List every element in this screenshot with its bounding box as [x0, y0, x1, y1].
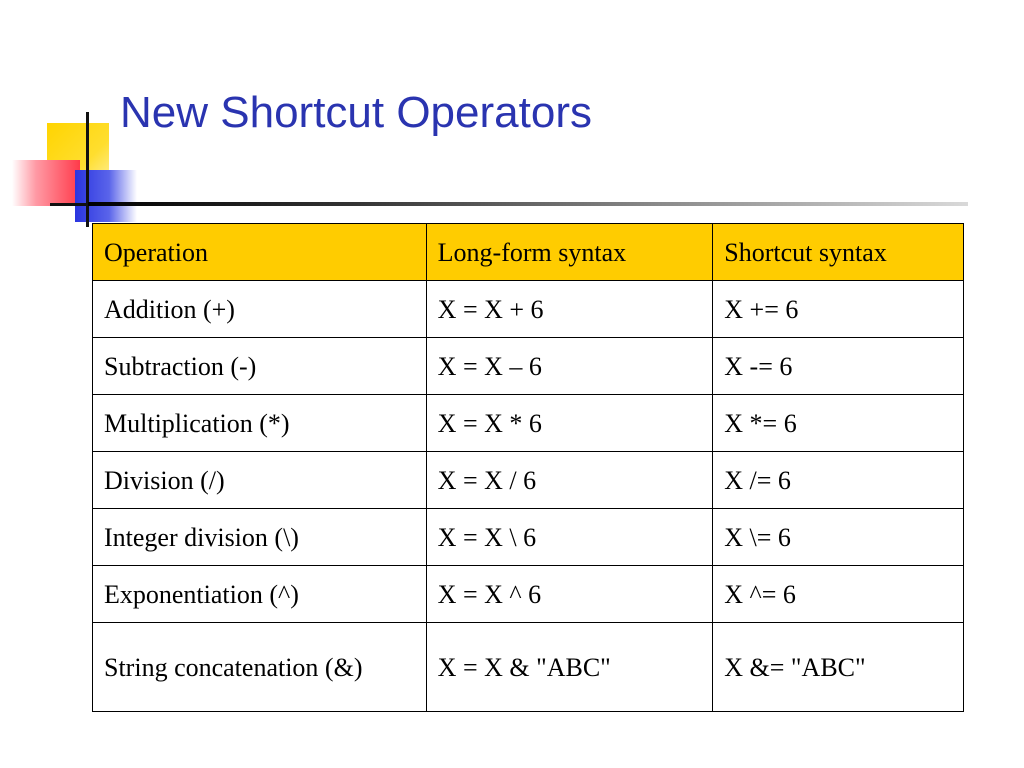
operation-cell: Integer division (\) [93, 509, 427, 566]
shortcut-cell: X /= 6 [713, 452, 964, 509]
shortcut-cell: X -= 6 [713, 338, 964, 395]
long-form-cell: X = X – 6 [426, 338, 713, 395]
long-form-cell: X = X / 6 [426, 452, 713, 509]
operation-cell: Division (/) [93, 452, 427, 509]
shortcut-cell: X &= "ABC" [713, 623, 964, 712]
slide-title: New Shortcut Operators [120, 88, 592, 137]
logo-vertical-line [86, 112, 89, 227]
table-row [93, 452, 964, 509]
title-underline [88, 202, 968, 206]
table-row [93, 623, 964, 712]
shortcut-cell: X *= 6 [713, 395, 964, 452]
operation-cell: Exponentiation (^) [93, 566, 427, 623]
table-row [93, 338, 964, 395]
table-row [93, 509, 964, 566]
table-row [93, 395, 964, 452]
table-header-row [93, 224, 964, 281]
logo-red-bar [12, 160, 80, 206]
operation-cell: Multiplication (*) [93, 395, 427, 452]
table-row [93, 566, 964, 623]
shortcut-cell: X ^= 6 [713, 566, 964, 623]
long-form-cell: X = X \ 6 [426, 509, 713, 566]
header-shortcut: Shortcut syntax [713, 224, 964, 281]
operators-table [92, 223, 964, 712]
shortcut-cell: X += 6 [713, 281, 964, 338]
shortcut-cell: X \= 6 [713, 509, 964, 566]
operation-cell: Subtraction (-) [93, 338, 427, 395]
operation-cell: String concatenation (&) [93, 623, 427, 712]
table-row [93, 281, 964, 338]
long-form-cell: X = X * 6 [426, 395, 713, 452]
header-operation: Operation [93, 224, 427, 281]
operation-cell: Addition (+) [93, 281, 427, 338]
long-form-cell: X = X + 6 [426, 281, 713, 338]
header-long-form: Long-form syntax [426, 224, 713, 281]
logo-blue-square [75, 170, 137, 222]
long-form-cell: X = X ^ 6 [426, 566, 713, 623]
long-form-cell: X = X & "ABC" [426, 623, 713, 712]
